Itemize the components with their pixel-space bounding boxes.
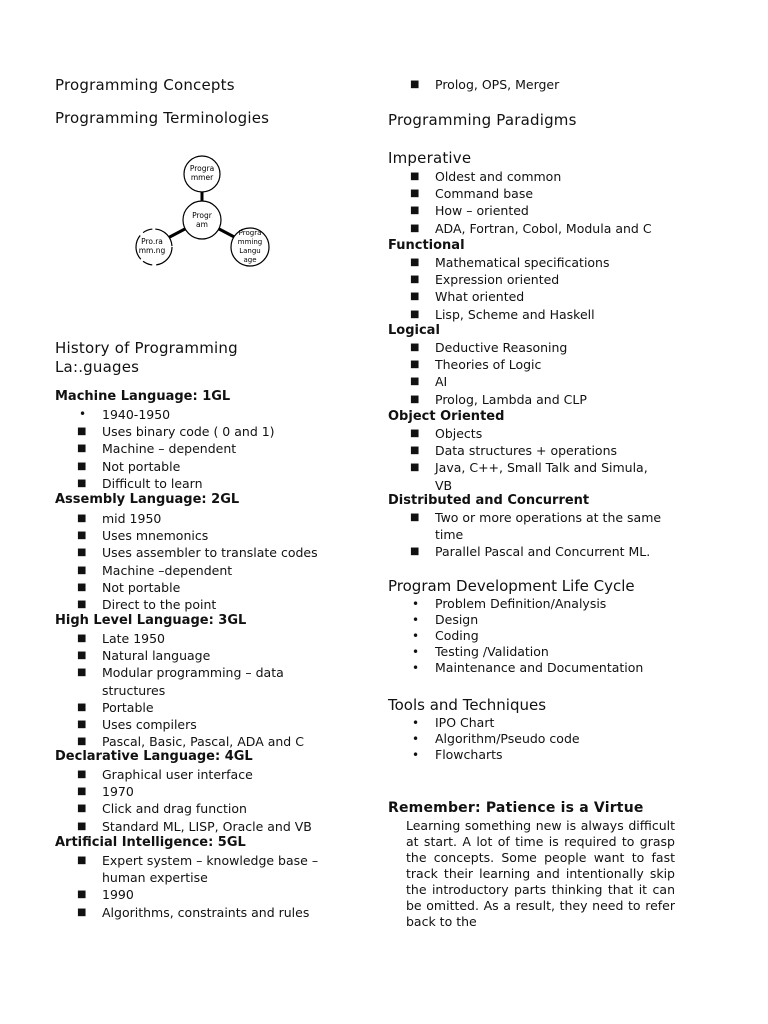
- list-item: ■ Late 1950: [77, 631, 166, 646]
- list-item: ■ 1990: [77, 887, 134, 903]
- list-item: ■ Click and drag function: [77, 801, 247, 817]
- list-item: • Flowcharts: [412, 747, 503, 762]
- list-item: ■ Not portable: [77, 579, 181, 595]
- list-item: ■ Theories of Logic: [410, 357, 542, 373]
- list-item: ■ Deductive Reasoning: [410, 340, 568, 355]
- list-item: • Testing /Validation: [412, 644, 549, 659]
- list-item: ■ Lisp, Scheme and Haskell: [410, 306, 595, 322]
- list-item: ■ Algorithms, constraints and rules: [77, 904, 310, 920]
- list-item: ■ Oldest and common: [410, 169, 562, 184]
- imperative-heading: Imperative: [388, 149, 472, 167]
- declarative-language-heading: Declarative Language: 4GL: [55, 749, 253, 764]
- node-top-line-2: mmer: [190, 173, 214, 182]
- list-item: ■ Graphical user interface: [77, 767, 253, 782]
- node-right-line-1: Progra: [238, 229, 262, 237]
- object-oriented-heading: Object Oriented: [388, 409, 505, 424]
- list-item: • IPO Chart: [412, 715, 495, 730]
- pdlc-list: [388, 596, 678, 676]
- list-item: ■ Two or more operations at the same time: [410, 510, 662, 543]
- artificial-intelligence-list: [55, 852, 360, 921]
- assembly-language-list: [55, 510, 355, 613]
- declarative-language-list: [55, 766, 355, 835]
- tools-heading: Tools and Techniques: [388, 696, 547, 714]
- history-heading: [55, 339, 238, 377]
- list-item: ■ Direct to the point: [77, 597, 217, 613]
- list-item: • 1940-1950: [79, 407, 171, 422]
- high-level-language-heading: High Level Language: 3GL: [55, 613, 247, 628]
- node-left-line-2: mm.ng: [138, 246, 166, 255]
- list-item: ■ Expert system – knowledge base – human expertise: [77, 853, 319, 886]
- list-item: ■ AI: [410, 374, 448, 390]
- node-right-line-4: age: [243, 256, 257, 264]
- list-item: ■ Standard ML, LISP, Oracle and VB: [77, 818, 312, 834]
- list-item: ■ Uses assembler to translate codes: [77, 545, 318, 561]
- terminologies-heading: Programming Terminologies: [55, 109, 270, 127]
- list-item: ■ Not portable: [77, 458, 181, 474]
- list-item: ■ Parallel Pascal and Concurrent ML.: [410, 544, 651, 560]
- node-right-line-3: Langu: [239, 247, 261, 255]
- distributed-list: [388, 509, 678, 561]
- list-item: ■ What oriented: [410, 289, 525, 305]
- list-item: ■ Modular programming – data structures: [77, 665, 284, 698]
- terminology-diagram: [128, 152, 278, 270]
- list-item: ■ ADA, Fortran, Cobol, Modula and C: [410, 220, 652, 236]
- history-heading-line-2: La:.guages: [55, 358, 140, 376]
- list-item: ■ Java, C++, Small Talk and Simula, VB: [410, 460, 648, 493]
- list-item: ■ mid 1950: [77, 511, 162, 526]
- list-item: • Design: [412, 612, 479, 627]
- list-item: ■ Difficult to learn: [77, 475, 203, 491]
- list-item: ■ Machine – dependent: [77, 441, 237, 457]
- node-top-line-1: Progra: [189, 164, 215, 173]
- pdlc-heading: Program Development Life Cycle: [388, 577, 635, 595]
- node-right-line-2: mming: [237, 238, 263, 246]
- logical-heading: Logical: [388, 323, 440, 338]
- page-title: Programming Concepts: [55, 76, 235, 94]
- list-item: ■ Machine –dependent: [77, 562, 233, 578]
- remember-heading: Remember: Patience is a Virtue: [388, 800, 644, 816]
- functional-heading: Functional: [388, 238, 465, 253]
- object-oriented-list: [388, 425, 668, 494]
- history-heading-line-1: History of Programming: [55, 339, 238, 357]
- machine-language-list: [55, 406, 355, 492]
- logical-list: [388, 339, 678, 408]
- imperative-list: [388, 168, 678, 237]
- high-level-language-list: [55, 630, 355, 750]
- node-left-line-1: Pro.ra: [141, 237, 163, 246]
- list-item: ■ Command base: [410, 186, 534, 202]
- node-center-line-1: Progr: [192, 211, 212, 220]
- list-item: ■ 1970: [77, 784, 134, 800]
- remember-paragraph: Learning something new is always difficult at start. A lot of time is required to grasp the concepts. Some people want to fast track their learning and intentionally skip the introductory parts thinking that it can be omitted. As a result, they need to refer back to the: [406, 818, 675, 929]
- list-item: ■ Mathematical specifications: [410, 255, 610, 270]
- list-item: ■ Uses mnemonics: [77, 528, 209, 544]
- list-item: ■ How – oriented: [410, 203, 529, 219]
- list-item: • Coding: [412, 628, 479, 643]
- assembly-language-heading: Assembly Language: 2GL: [55, 492, 240, 507]
- distributed-heading: Distributed and Concurrent: [388, 493, 590, 508]
- list-item: ■ Pascal, Basic, Pascal, ADA and C: [77, 734, 304, 750]
- list-item: • Algorithm/Pseudo code: [412, 731, 580, 746]
- tools-list: [388, 715, 678, 763]
- list-item: ■ Uses compilers: [77, 717, 197, 733]
- functional-list: [388, 254, 678, 323]
- list-item: • Maintenance and Documentation: [412, 660, 644, 675]
- list-item: • Problem Definition/Analysis: [412, 596, 607, 611]
- list-item: ■ Expression oriented: [410, 272, 560, 288]
- node-center-line-2: am: [196, 220, 208, 229]
- list-item: ■ Uses binary code ( 0 and 1): [77, 424, 275, 440]
- artificial-intelligence-heading: Artificial Intelligence: 5GL: [55, 835, 246, 850]
- list-item: ■ Objects: [410, 426, 483, 441]
- top-continued-list: [388, 76, 678, 93]
- machine-language-heading: Machine Language: 1GL: [55, 389, 231, 404]
- list-item: ■ Data structures + operations: [410, 443, 618, 459]
- paradigms-heading: Programming Paradigms: [388, 111, 577, 129]
- list-item: ■ Natural language: [77, 648, 211, 664]
- list-item: ■ Prolog, Lambda and CLP: [410, 391, 587, 407]
- list-item: ■ Prolog, OPS, Merger: [410, 77, 560, 92]
- list-item: ■ Portable: [77, 699, 154, 715]
